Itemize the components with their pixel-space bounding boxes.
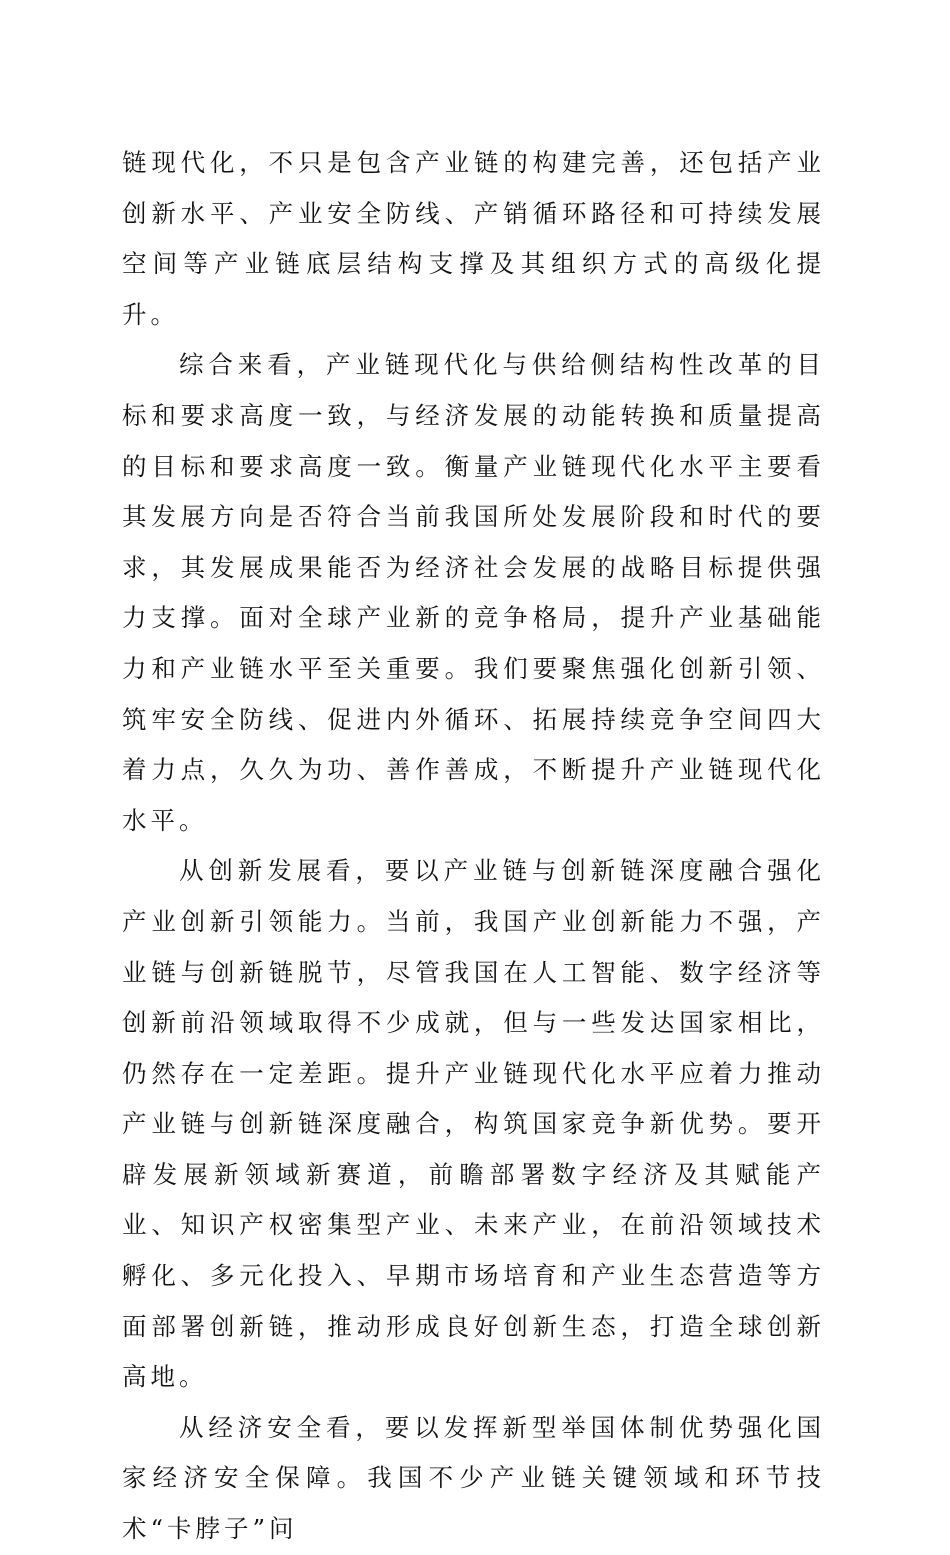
paragraph-2: 综合来看，产业链现代化与供给侧结构性改革的目标和要求高度一致，与经济发展的动能转换和质量提高的目标和要求高度一致。衡量产业链现代化水平主要看其发展方向是否符合当前我国所处发展阶段和时代的要求，其发展成果能否为经济社会发展的战略目标提供强力支撑。面对全球产业新的竞争格局，提升产业基础能力和产业链水平至关重要。我们要聚焦强化创新引领、筑牢安全防线、促进内外循环、拓展持续竞争空间四大着力点，久久为功、善作善成，不断提升产业链现代化水平。 xyxy=(122,350,825,835)
paragraph-4: 从经济安全看，要以发挥新型举国体制优势强化国家经济安全保障。我国不少产业链关键领域和环节技术“卡脖子”问 xyxy=(122,1412,825,1544)
document-body xyxy=(122,138,825,1555)
paragraph-1: 链现代化，不只是包含产业链的构建完善，还包括产业创新水平、产业安全防线、产销循环路径和可持续发展空间等产业链底层结构支撑及其组织方式的高级化提升。 xyxy=(122,148,825,329)
paragraph-3: 从创新发展看，要以产业链与创新链深度融合强化产业创新引领能力。当前，我国产业创新能力不强，产业链与创新链脱节，尽管我国在人工智能、数字经济等创新前沿领域取得不少成就，但与一些发达国家相比，仍然存在一定差距。提升产业链现代化水平应着力推动产业链与创新链深度融合，构筑国家竞争新优势。要开辟发展新领域新赛道，前瞻部署数字经济及其赋能产业、知识产权密集型产业、未来产业，在前沿领域技术孵化、多元化投入、早期市场培育和产业生态营造等方面部署创新链，推动形成良好创新生态，打造全球创新高地。 xyxy=(122,856,825,1392)
